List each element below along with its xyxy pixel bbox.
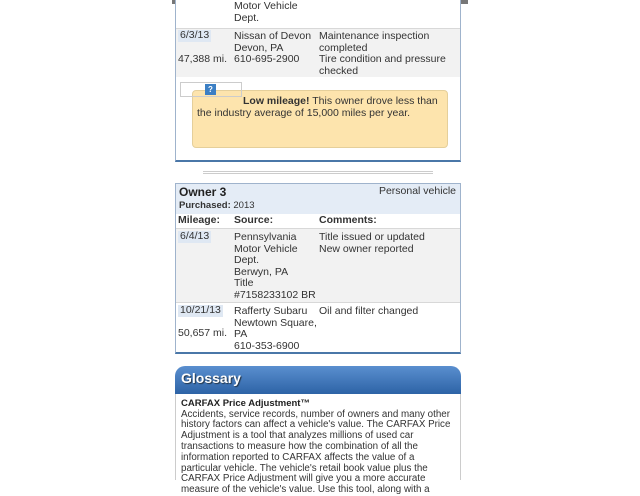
source-line: Pennsylvania <box>234 231 297 243</box>
glossary-term: CARFAX Price Adjustment™ <box>181 398 310 409</box>
comment-line: checked <box>319 64 359 77</box>
alert-text: This owner drove less than the industry average of 15,000 miles per year. <box>197 95 438 119</box>
purchased-label: Purchased: <box>179 200 231 211</box>
help-icon[interactable]: ? <box>205 84 216 95</box>
glossary-definition: Accidents, service records, number of owners and many other history factors can affect a vehicle's value. The CARFAX Price Adjustment is a tool that analyzes millions of used car transactions to measure how the combination of all the information reported to CARFAX affects the value of a particular vehicle. The vehicle's retail book value plus the CARFAX Price Adjustment will give you a more accurate measure of the vehicle's value. Use this tool, along with a <box>181 408 451 496</box>
owner-title: Owner 3 <box>179 185 227 199</box>
source-line: 610-695-2900 <box>234 53 300 66</box>
owner-header <box>176 184 460 214</box>
comments-header: Comments: <box>319 214 377 226</box>
table-row <box>176 28 460 77</box>
record-date: 6/4/13 <box>180 230 210 242</box>
source-line: Motor Vehicle <box>234 242 298 255</box>
comment-line: New owner reported <box>319 242 414 255</box>
table-row <box>176 302 460 352</box>
vehicle-use: Personal vehicle <box>378 185 456 197</box>
glossary-body <box>175 394 461 496</box>
record-date: 10/21/13 <box>180 304 221 316</box>
mileage-header: Mileage: <box>178 214 221 226</box>
source-line: Motor Vehicle <box>234 0 298 12</box>
source-line: Rafferty Subaru <box>234 305 308 317</box>
source-line: Berwyn, PA <box>234 265 289 278</box>
record-date: 6/3/13 <box>180 29 210 41</box>
comment-line: Maintenance inspection <box>319 30 430 42</box>
source-line: Newtown Square, <box>234 316 317 329</box>
comment-line: Oil and filter changed <box>319 305 419 317</box>
low-mileage-alert <box>192 90 448 148</box>
source-line: Title <box>234 277 254 290</box>
source-line: Dept. <box>234 254 260 267</box>
comment-line: completed <box>319 41 368 54</box>
comment-line: Title issued or updated <box>319 231 425 243</box>
owner-3-section <box>175 183 461 354</box>
glossary-header: Glossary <box>175 366 461 394</box>
table-row <box>176 0 460 28</box>
section-divider <box>203 171 433 174</box>
source-header: Source: <box>234 214 274 226</box>
purchased-value: 2013 <box>230 200 255 211</box>
source-line: 610-353-6900 <box>234 339 300 352</box>
source-line: #7158233102 BR <box>234 288 316 301</box>
source-line: PA <box>234 328 248 341</box>
comment-line: Tire condition and pressure <box>319 53 446 66</box>
source-line: Devon, PA <box>234 41 284 54</box>
record-mileage: 47,388 mi. <box>178 53 228 65</box>
source-line: Dept. <box>234 11 260 24</box>
record-mileage: 50,657 mi. <box>178 327 228 339</box>
table-row <box>176 228 460 302</box>
table-header <box>176 214 460 228</box>
source-line: Nissan of Devon <box>234 30 312 42</box>
alert-title: Low mileage! <box>243 95 310 107</box>
